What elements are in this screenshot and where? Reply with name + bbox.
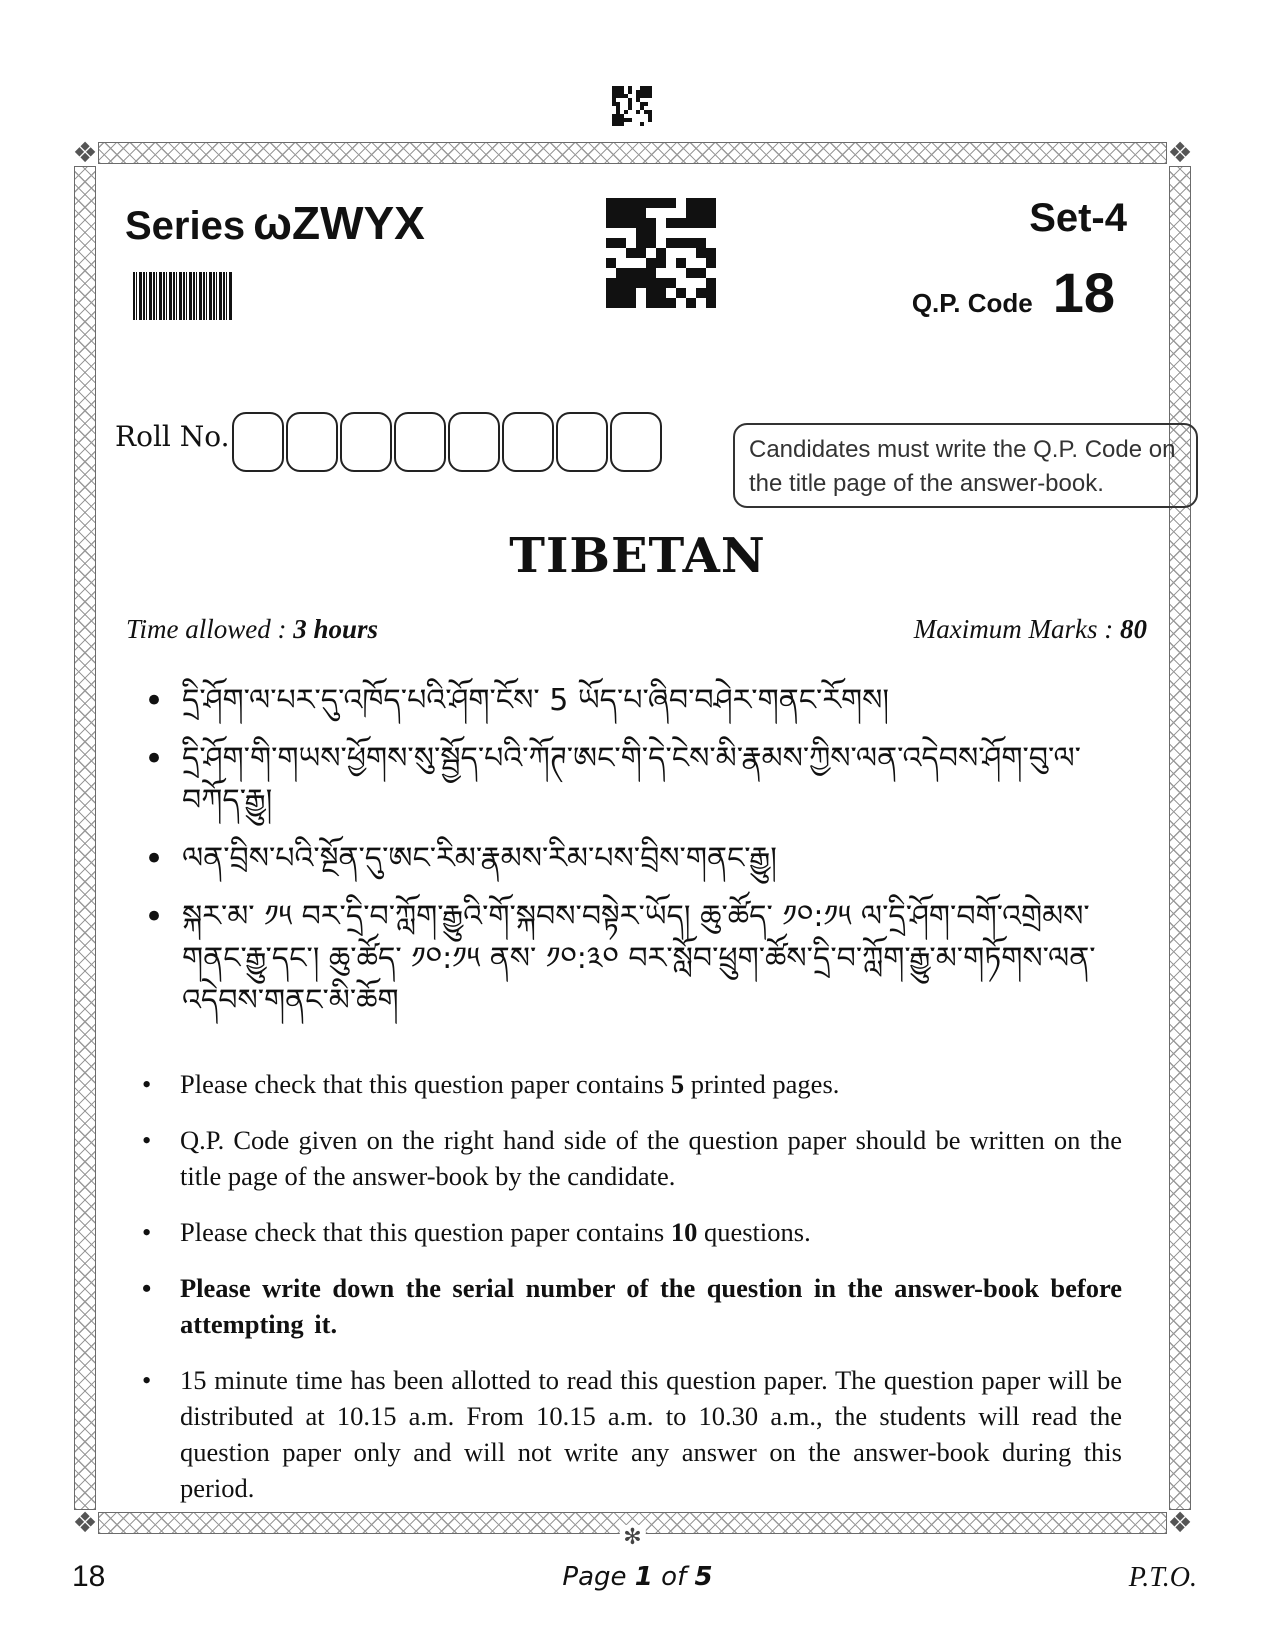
pto-label: P.T.O.	[1128, 1562, 1197, 1593]
page-title: TIBETAN	[509, 528, 766, 584]
maximum-marks-label: Maximum Marks :	[913, 614, 1120, 644]
tibetan-instruction: • དྲི་ཤོག་ལ་པར་དུ་འཁོད་པའི་ཤོག་ངོས་ 5 ཡོད་པ་ཞིབ་བཤེར་གནང་རོགས།	[140, 680, 1140, 722]
roll-number-box[interactable]	[610, 412, 662, 472]
instruction-item	[138, 1270, 1122, 1342]
corner-ornament-icon: ❖	[72, 1506, 98, 1539]
page-total: 5	[694, 1562, 713, 1592]
candidate-notice: Candidates must write the Q.P. Code on the title page of the answer-book.	[733, 423, 1198, 508]
tibetan-instruction: • སྐར་མ་ ༡༥ བར་དྲི་བ་ཀློག་རྒྱུའི་གོ་སྐབས་བསྟེར་ཡོད། ཆུ་ཚོད་ ༡༠:༡༥ ལ་དྲི་ཤོག་བགོ་འགྲེམས་གནང་རྒྱུ་དང་། ཆུ་ཚོད་ ༡༠:༡༥ ནས་ ༡༠:༣༠ བར་སློབ་ཕྲུག་ཚོས་དྲི་བ་ཀློག་རྒྱུ་མ་གཏོགས་ལན་འདེབས་གནང་མི་ཆོག	[140, 896, 1140, 1022]
instruction-item	[138, 1362, 1122, 1506]
border-top	[98, 142, 1167, 164]
instruction-item	[138, 1122, 1122, 1194]
qp-code-value: 18	[1052, 261, 1115, 324]
page-number	[0, 1562, 1275, 1592]
roll-number-box[interactable]	[556, 412, 608, 472]
maximum-marks	[914, 614, 1147, 645]
tibetan-instruction: • དྲི་ཤོག་གི་གཡས་ཕྱོགས་སུ་སྦྱོད་པའི་ཀོཊ་ཨང་གི་དེ་ངེས་མི་རྣམས་ཀྱིས་ལན་འདེབས་ཤོག་བུ་ལ་བཀོད་རྒྱུ།	[140, 738, 1140, 822]
series-heading	[125, 196, 425, 250]
instruction-text: Please check that this question paper contains	[180, 1069, 671, 1099]
barcode	[133, 272, 233, 320]
roll-number-boxes	[232, 412, 664, 472]
time-allowed	[126, 614, 378, 645]
instruction-tail: printed pages.	[684, 1069, 840, 1099]
page-prefix: Page	[562, 1562, 635, 1592]
tibetan-instruction: • ལན་བྲིས་པའི་སྔོན་དུ་ཨང་རིམ་རྣམས་རིམ་པས་བྲིས་གནང་རྒྱུ།	[140, 838, 1140, 880]
page-current: 1	[634, 1562, 653, 1592]
instruction-text: Q.P. Code given on the right hand side of the question paper should be written on the title page of the answer-book by the candidate.	[180, 1125, 1122, 1191]
roll-number-box[interactable]	[394, 412, 446, 472]
instruction-emphasis: 5	[670, 1069, 685, 1099]
roll-number-box[interactable]	[340, 412, 392, 472]
qr-code-small	[612, 86, 652, 126]
instruction-emphasis: 10	[670, 1217, 698, 1247]
instruction-text: Please check that this question paper contains	[180, 1217, 671, 1247]
roll-number-box[interactable]	[286, 412, 338, 472]
corner-ornament-icon: ❖	[1167, 1506, 1193, 1539]
instruction-item	[138, 1066, 1122, 1102]
asterisk-ornament-icon: ✻	[619, 1525, 645, 1550]
roll-number-box[interactable]	[448, 412, 500, 472]
time-allowed-label: Time allowed :	[126, 614, 294, 644]
border-right	[1169, 166, 1191, 1510]
series-label: Series	[125, 204, 246, 248]
qp-code	[912, 260, 1115, 325]
series-code: ωZWYX	[253, 197, 425, 249]
maximum-marks-value: 80	[1120, 614, 1147, 644]
tibetan-instructions	[140, 680, 1140, 1038]
instruction-tail: questions.	[697, 1217, 811, 1247]
footer-qp-code: 18	[72, 1560, 106, 1593]
general-instructions	[138, 1066, 1122, 1526]
time-allowed-value: 3 hours	[293, 614, 379, 644]
roll-number-box[interactable]	[502, 412, 554, 472]
instruction-text: Please write down the serial number of the question in the answer-book before attempting it.	[180, 1273, 1122, 1339]
border-left	[74, 166, 96, 1510]
instruction-item	[138, 1214, 1122, 1250]
roll-number-box[interactable]	[232, 412, 284, 472]
qp-code-label: Q.P. Code	[911, 288, 1033, 318]
roll-number-label: Roll No.	[115, 420, 230, 453]
set-number: Set-4	[1029, 196, 1127, 240]
corner-ornament-icon: ❖	[72, 136, 98, 169]
instruction-text: 15 minute time has been allotted to read this question paper. The question paper will be distributed at 10.15 a.m. From 10.15 a.m. to 10.30 a.m., the students will read the question paper only and will not write any answer on the answer-book during this period.	[180, 1365, 1122, 1503]
corner-ornament-icon: ❖	[1167, 136, 1193, 169]
page-of: of	[652, 1562, 695, 1592]
